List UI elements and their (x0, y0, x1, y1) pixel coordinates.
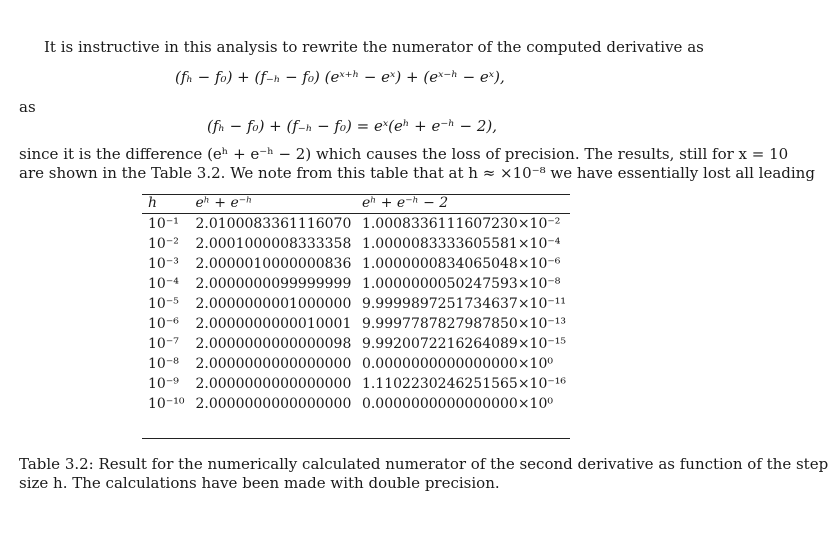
table-row (142, 234, 570, 254)
table-row (142, 294, 570, 314)
table-row (142, 254, 570, 274)
cell-sum: 2.0000000000000000 (195, 396, 352, 412)
equation-1: (fₕ − f₀) + (f₋ₕ − f₀) (eˣ⁺ʰ − eˣ) + (eˣ⁻ʰ − eˣ), (175, 68, 505, 86)
cell-h: 10⁻³ (148, 256, 179, 272)
cell-sum-minus-two: 9.9997787827987850×10⁻¹³ (361, 316, 566, 332)
intro-sentence: It is instructive in this analysis to rewrite the numerator of the computed derivative as (44, 38, 704, 56)
cell-sum-minus-two: 1.0000000050247593×10⁻⁸ (361, 276, 561, 292)
cell-h: 10⁻⁴ (148, 276, 179, 292)
table-header-row (142, 194, 570, 214)
cell-sum-minus-two: 9.9920072216264089×10⁻¹⁵ (361, 336, 566, 352)
cell-sum-minus-two: 1.0000000834065048×10⁻⁶ (361, 256, 561, 272)
cell-h: 10⁻¹ (148, 216, 179, 232)
as-word: as (19, 98, 36, 116)
cell-sum-minus-two: 0.0000000000000000×10⁰ (361, 356, 553, 372)
cell-h: 10⁻⁹ (148, 376, 179, 392)
cell-sum: 2.0100083361116070 (195, 216, 352, 232)
cell-sum-minus-two: 9.9999897251734637×10⁻¹¹ (361, 296, 566, 312)
table-row (142, 354, 570, 374)
paragraph-line-1: since it is the difference (eʰ + e⁻ʰ − 2) which causes the loss of precision. The results, still for x = 10 (19, 145, 789, 163)
results-table (142, 194, 570, 414)
paragraph-line-2: are shown in the Table 3.2. We note from this table that at h ≈ ×10⁻⁸ we have essentially lost all leading (19, 164, 815, 182)
table-row (142, 274, 570, 294)
table-bottom-rule (142, 438, 570, 439)
cell-sum: 2.0000000099999999 (195, 276, 352, 292)
cell-sum-minus-two: 1.0000083333605581×10⁻⁴ (361, 236, 561, 252)
caption-line-1: Table 3.2: Result for the numerically calculated numerator of the second derivative as function of the step (19, 455, 828, 473)
header-sum: eʰ + e⁻ʰ (189, 194, 355, 214)
cell-sum: 2.0000010000000836 (195, 256, 352, 272)
cell-sum-minus-two: 0.0000000000000000×10⁰ (361, 396, 553, 412)
cell-h: 10⁻² (148, 236, 179, 252)
cell-sum: 2.0001000008333358 (195, 236, 352, 252)
cell-h: 10⁻¹⁰ (148, 396, 185, 412)
cell-h: 10⁻⁶ (148, 316, 179, 332)
caption-line-2: size h. The calculations have been made with double precision. (19, 474, 500, 492)
cell-h: 10⁻⁸ (148, 356, 179, 372)
header-h: h (142, 194, 189, 214)
cell-sum: 2.0000000000000000 (195, 376, 352, 392)
table-row (142, 214, 570, 235)
cell-h: 10⁻⁵ (148, 296, 179, 312)
table-row (142, 314, 570, 334)
table-row (142, 334, 570, 354)
equation-2: (fₕ − f₀) + (f₋ₕ − f₀) = eˣ(eʰ + e⁻ʰ − 2), (207, 117, 498, 135)
cell-sum-minus-two: 1.1102230246251565×10⁻¹⁶ (361, 376, 566, 392)
cell-sum-minus-two: 1.0008336111607230×10⁻² (361, 216, 561, 232)
cell-sum: 2.0000000000010001 (195, 316, 352, 332)
cell-sum: 2.0000000000000000 (195, 356, 352, 372)
header-sum-minus-two: eʰ + e⁻ʰ − 2 (356, 194, 570, 214)
cell-sum: 2.0000000001000000 (195, 296, 352, 312)
cell-h: 10⁻⁷ (148, 336, 179, 352)
table-row (142, 394, 570, 414)
table-row (142, 374, 570, 394)
cell-sum: 2.0000000000000098 (195, 336, 352, 352)
